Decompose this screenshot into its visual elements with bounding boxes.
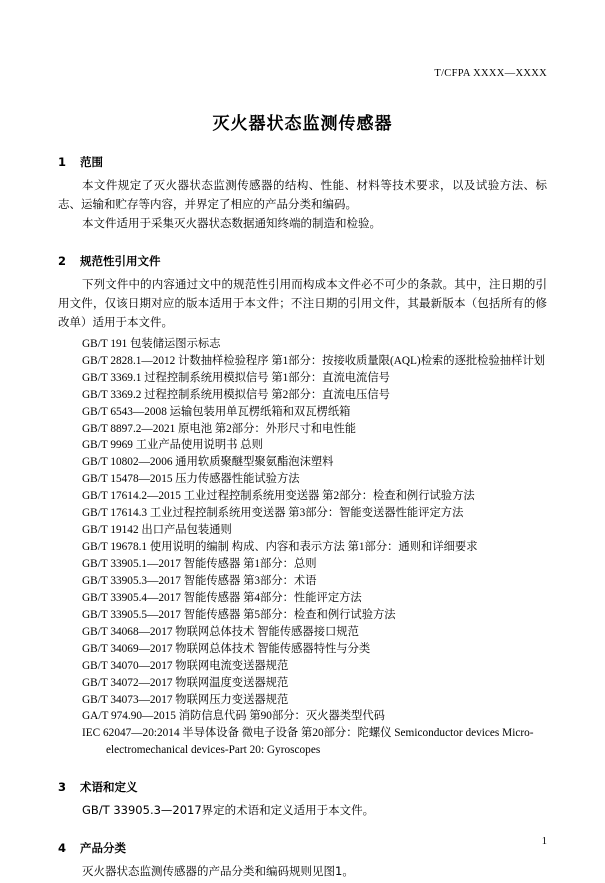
section-3-number: 3 xyxy=(58,780,67,795)
reference-item: GB/T 191 包装储运图示标志 xyxy=(82,337,221,350)
section-3-heading xyxy=(58,779,547,795)
reference-item: GB/T 34068—2017 物联网总体技术 智能传感器接口规范 xyxy=(82,625,359,638)
reference-item: GB/T 33905.4—2017 智能传感器 第4部分：性能评定方法 xyxy=(82,591,362,604)
section-1-paragraph-1: 本文件规定了灭火器状态监测传感器的结构、性能、材料等技术要求，以及试验方法、标志、运输和贮存等内容，并界定了相应的产品分类和编码。 xyxy=(58,178,547,211)
reference-item: GB/T 2828.1—2012 计数抽样检验程序 第1部分：按接收质量限(AQL)检索的逐批检验抽样计划 xyxy=(82,354,545,367)
reference-item: GB/T 6543—2008 运输包装用单瓦楞纸箱和双瓦楞纸箱 xyxy=(82,405,351,418)
section-2-title: 规范性引用文件 xyxy=(80,253,161,268)
reference-item: GB/T 34069—2017 物联网总体技术 智能传感器特性与分类 xyxy=(82,642,371,655)
reference-item: GB/T 33905.3—2017 智能传感器 第3部分：术语 xyxy=(82,574,317,587)
reference-item: GB/T 15478—2015 压力传感器性能试验方法 xyxy=(82,473,300,486)
reference-item: GA/T 974.90—2015 消防信息代码 第90部分：灭火器类型代码 xyxy=(82,710,385,723)
reference-item: GB/T 33905.5—2017 智能传感器 第5部分：检查和例行试验方法 xyxy=(82,608,396,621)
reference-item: GB/T 8897.2—2021 原电池 第2部分：外形尺寸和电性能 xyxy=(82,422,357,435)
section-2-heading xyxy=(58,253,547,269)
reference-item: GB/T 34072—2017 物联网温度变送器规范 xyxy=(82,676,289,689)
reference-item: GB/T 19142 出口产品包装通则 xyxy=(82,524,232,537)
section-1-paragraph-2: 本文件适用于采集灭火器状态数据通知终端的制造和检验。 xyxy=(82,215,381,230)
section-3-paragraph-1: GB/T 33905.3—2017界定的术语和定义适用于本文件。 xyxy=(82,803,375,818)
reference-item: GB/T 9969 工业产品使用说明书 总则 xyxy=(82,439,263,452)
section-1 xyxy=(58,154,547,233)
normative-references-list xyxy=(58,336,547,759)
reference-item: GB/T 17614.2—2015 工业过程控制系统用变送器 第2部分：检查和例行试验方法 xyxy=(82,490,475,503)
reference-item: GB/T 10802—2006 通用软质聚醚型聚氨酯泡沫塑料 xyxy=(82,456,334,469)
reference-item: GB/T 3369.2 过程控制系统用模拟信号 第2部分：直流电压信号 xyxy=(82,388,390,401)
section-1-title: 范围 xyxy=(80,155,103,169)
section-2-number: 2 xyxy=(58,253,67,268)
reference-item: GB/T 3369.1 过程控制系统用模拟信号 第1部分：直流电流信号 xyxy=(82,371,390,384)
section-1-heading xyxy=(58,154,547,170)
section-4 xyxy=(58,840,547,881)
section-3 xyxy=(58,779,547,820)
reference-item: GB/T 19678.1 使用说明的编制 构成、内容和表示方法 第1部分：通则和详细要求 xyxy=(82,541,478,554)
section-2 xyxy=(58,253,547,759)
reference-item: IEC 62047—20:2014 半导体设备 微电子设备 第20部分：陀螺仪 Semiconductor devices Micro-electromechanical devices-Part 20: Gyroscopes xyxy=(82,727,534,757)
section-4-number: 4 xyxy=(58,841,67,856)
reference-item: GB/T 17614.3 工业过程控制系统用变送器 第3部分：智能变送器性能评定方法 xyxy=(82,507,464,520)
standard-code-header: T/CFPA XXXX—XXXX xyxy=(434,68,547,79)
section-4-heading xyxy=(58,840,547,856)
reference-item: GB/T 34073—2017 物联网压力变送器规范 xyxy=(82,693,289,706)
section-3-title: 术语和定义 xyxy=(80,780,138,795)
section-2-paragraph-1: 下列文件中的内容通过文中的规范性引用而构成本文件必不可少的条款。其中，注日期的引用文件，仅该日期对应的版本适用于本文件；不注日期的引用文件，其最新版本（包括所有的修改单）适用于本文件。 xyxy=(58,276,547,329)
reference-item: GB/T 34070—2017 物联网电流变送器规范 xyxy=(82,659,289,672)
page-number: 1 xyxy=(541,836,547,847)
reference-item: GB/T 33905.1—2017 智能传感器 第1部分：总则 xyxy=(82,558,317,570)
section-4-title: 产品分类 xyxy=(80,841,126,856)
section-4-paragraph-1: 灭火器状态监测传感器的产品分类和编码规则见图1。 xyxy=(82,864,354,879)
section-1-number: 1 xyxy=(58,155,67,169)
page-title: 灭火器状态监测传感器 xyxy=(212,114,393,134)
